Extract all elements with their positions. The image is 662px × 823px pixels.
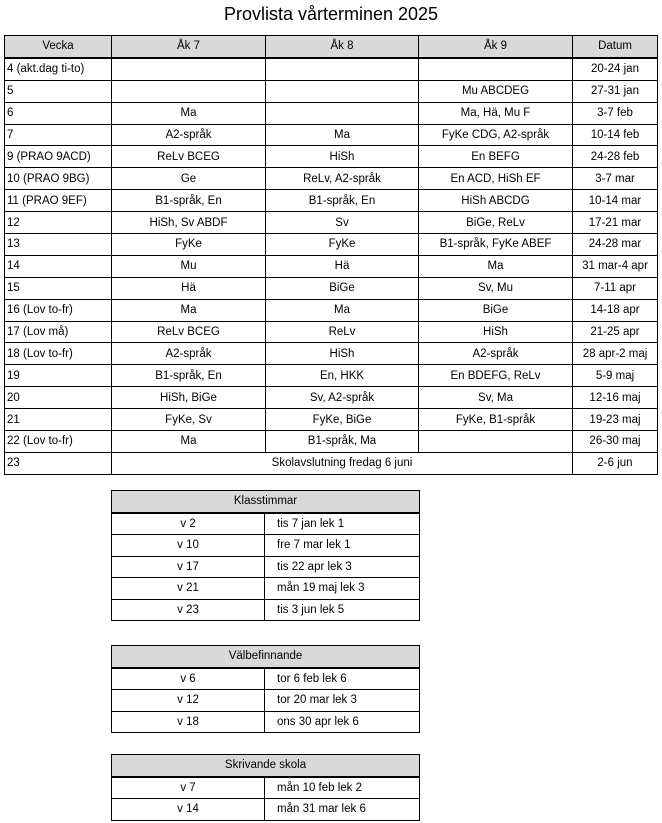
header-row <box>5 36 658 58</box>
table-row <box>5 387 658 409</box>
table-row <box>5 102 658 124</box>
table-row <box>5 299 658 321</box>
table-row <box>5 146 658 168</box>
cell-vecka: 7 <box>5 124 112 146</box>
cell-datum: 24-28 feb <box>573 146 658 168</box>
table-row <box>5 80 658 102</box>
cell-ak8: ReLv <box>266 321 419 343</box>
cell-ak9: Mu ABCDEG <box>419 80 573 102</box>
list-row <box>112 711 420 733</box>
table-row <box>5 452 658 474</box>
cell-ak7: Hä <box>112 277 266 299</box>
cell-week: v 10 <box>112 535 265 557</box>
cell-ak9: HiSh ABCDG <box>419 190 573 212</box>
list-row <box>112 799 420 821</box>
cell-ak8 <box>266 102 419 124</box>
cell-ak7: ReLv BCEG <box>112 146 266 168</box>
cell-ak8: HiSh <box>266 343 419 365</box>
cell-week: v 12 <box>112 690 265 712</box>
cell-ak7: HiSh, BiGe <box>112 387 266 409</box>
cell-ak7: Ma <box>112 299 266 321</box>
cell-ak9: FyKe CDG, A2-språk <box>419 124 573 146</box>
list-row <box>112 668 420 690</box>
cell-vecka: 11 (PRAO 9EF) <box>5 190 112 212</box>
cell-ak7: FyKe, Sv <box>112 409 266 431</box>
list-row <box>112 535 420 557</box>
cell-ak7: A2-språk <box>112 124 266 146</box>
cell-datum: 26-30 maj <box>573 431 658 453</box>
cell-datum: 17-21 mar <box>573 212 658 234</box>
cell-datum: 10-14 mar <box>573 190 658 212</box>
cell-vecka: 18 (Lov to-fr) <box>5 343 112 365</box>
cell-datum: 20-24 jan <box>573 58 658 80</box>
cell-ak8: Sv, A2-språk <box>266 387 419 409</box>
header-vecka: Vecka <box>5 36 112 58</box>
cell-ak7: Ma <box>112 431 266 453</box>
cell-vecka: 12 <box>5 212 112 234</box>
cell-ak8: En, HKK <box>266 365 419 387</box>
cell-datum: 2-6 jun <box>573 452 658 474</box>
cell-ak8: FyKe <box>266 234 419 256</box>
cell-vecka: 16 (Lov to-fr) <box>5 299 112 321</box>
cell-ak7 <box>112 58 266 80</box>
list-row <box>112 513 420 535</box>
header-ak7: Åk 7 <box>112 36 266 58</box>
cell-ak9: Ma, Hä, Mu F <box>419 102 573 124</box>
cell-ak9: En BEFG <box>419 146 573 168</box>
cell-vecka: 6 <box>5 102 112 124</box>
cell-ak8: B1-språk, En <box>266 190 419 212</box>
cell-datum: 3-7 mar <box>573 168 658 190</box>
cell-vecka: 9 (PRAO 9ACD) <box>5 146 112 168</box>
table-row <box>5 409 658 431</box>
list-row <box>112 599 420 621</box>
cell-week: v 23 <box>112 599 265 621</box>
cell-ak8 <box>266 80 419 102</box>
cell-ak9: A2-språk <box>419 343 573 365</box>
cell-ak9: HiSh <box>419 321 573 343</box>
table-row <box>5 58 658 80</box>
cell-ak7: B1-språk, En <box>112 190 266 212</box>
skrivande-skola-title: Skrivande skola <box>112 755 420 777</box>
cell-ak9: BiGe <box>419 299 573 321</box>
cell-time: tor 20 mar lek 3 <box>265 690 420 712</box>
skrivande-skola-table <box>111 754 420 821</box>
table-row <box>5 234 658 256</box>
cell-ak9 <box>419 431 573 453</box>
header-ak8: Åk 8 <box>266 36 419 58</box>
cell-time: ons 30 apr lek 6 <box>265 711 420 733</box>
cell-datum: 7-11 apr <box>573 277 658 299</box>
header-datum: Datum <box>573 36 658 58</box>
table-row <box>5 321 658 343</box>
cell-time: tor 6 feb lek 6 <box>265 668 420 690</box>
cell-vecka: 15 <box>5 277 112 299</box>
cell-ak9 <box>419 58 573 80</box>
cell-ak9: BiGe, ReLv <box>419 212 573 234</box>
cell-ak8 <box>266 58 419 80</box>
list-row <box>112 578 420 600</box>
cell-datum: 31 mar-4 apr <box>573 255 658 277</box>
cell-time: mån 31 mar lek 6 <box>265 799 420 821</box>
cell-ak8: Hä <box>266 255 419 277</box>
cell-ak7: Mu <box>112 255 266 277</box>
cell-ak7 <box>112 80 266 102</box>
klasstimmar-title: Klasstimmar <box>112 491 420 513</box>
cell-datum: 12-16 maj <box>573 387 658 409</box>
cell-vecka: 19 <box>5 365 112 387</box>
valbefinnande-table <box>111 645 420 733</box>
list-row <box>112 690 420 712</box>
page-title: Provlista vårterminen 2025 <box>223 4 439 24</box>
cell-datum: 21-25 apr <box>573 321 658 343</box>
cell-ak7: Ge <box>112 168 266 190</box>
cell-week: v 6 <box>112 668 265 690</box>
cell-time: mån 19 maj lek 3 <box>265 578 420 600</box>
cell-vecka: 20 <box>5 387 112 409</box>
cell-datum: 27-31 jan <box>573 80 658 102</box>
cell-vecka: 22 (Lov to-fr) <box>5 431 112 453</box>
cell-time: tis 3 jun lek 5 <box>265 599 420 621</box>
table-row <box>5 365 658 387</box>
cell-ak9: B1-språk, FyKe ABEF <box>419 234 573 256</box>
cell-datum: 10-14 feb <box>573 124 658 146</box>
cell-ak8: BiGe <box>266 277 419 299</box>
valbefinnande-title: Välbefinnande <box>112 646 420 668</box>
table-row <box>5 124 658 146</box>
cell-vecka: 10 (PRAO 9BG) <box>5 168 112 190</box>
cell-time: fre 7 mar lek 1 <box>265 535 420 557</box>
cell-ak8: FyKe, BiGe <box>266 409 419 431</box>
table-row <box>5 277 658 299</box>
cell-vecka: 21 <box>5 409 112 431</box>
cell-vecka: 17 (Lov må) <box>5 321 112 343</box>
cell-ak9: FyKe, B1-språk <box>419 409 573 431</box>
cell-week: v 14 <box>112 799 265 821</box>
list-row <box>112 777 420 799</box>
cell-ak7: Ma <box>112 102 266 124</box>
cell-week: v 2 <box>112 513 265 535</box>
table-row <box>5 343 658 365</box>
cell-ak9: Sv, Ma <box>419 387 573 409</box>
cell-week: v 18 <box>112 711 265 733</box>
cell-ak8: ReLv, A2-språk <box>266 168 419 190</box>
cell-time: tis 22 apr lek 3 <box>265 556 420 578</box>
table-row <box>5 431 658 453</box>
cell-ak9: Ma <box>419 255 573 277</box>
cell-vecka: 5 <box>5 80 112 102</box>
cell-week: v 17 <box>112 556 265 578</box>
cell-datum: 24-28 mar <box>573 234 658 256</box>
table-row <box>5 212 658 234</box>
cell-vecka: 4 (akt.dag ti-to) <box>5 58 112 80</box>
cell-week: v 7 <box>112 777 265 799</box>
cell-ak9: En BDEFG, ReLv <box>419 365 573 387</box>
table-row <box>5 255 658 277</box>
cell-ak8: Ma <box>266 124 419 146</box>
header-ak9: Åk 9 <box>419 36 573 58</box>
cell-ak7: B1-språk, En <box>112 365 266 387</box>
cell-datum: 14-18 apr <box>573 299 658 321</box>
cell-datum: 28 apr-2 maj <box>573 343 658 365</box>
cell-datum: 19-23 maj <box>573 409 658 431</box>
table-row <box>5 190 658 212</box>
cell-ak8: HiSh <box>266 146 419 168</box>
cell-ak7: A2-språk <box>112 343 266 365</box>
list-row <box>112 556 420 578</box>
cell-ak9: En ACD, HiSh EF <box>419 168 573 190</box>
cell-ak7: HiSh, Sv ABDF <box>112 212 266 234</box>
cell-ak8: Sv <box>266 212 419 234</box>
cell-ak7: ReLv BCEG <box>112 321 266 343</box>
cell-vecka: 14 <box>5 255 112 277</box>
cell-note: Skolavslutning fredag 6 juni <box>112 452 573 474</box>
klasstimmar-table <box>111 490 420 621</box>
cell-ak7: FyKe <box>112 234 266 256</box>
cell-ak9: Sv, Mu <box>419 277 573 299</box>
cell-datum: 3-7 feb <box>573 102 658 124</box>
cell-week: v 21 <box>112 578 265 600</box>
cell-time: tis 7 jan lek 1 <box>265 513 420 535</box>
cell-ak8: Ma <box>266 299 419 321</box>
cell-vecka: 23 <box>5 452 112 474</box>
table-row <box>5 168 658 190</box>
cell-vecka: 13 <box>5 234 112 256</box>
cell-datum: 5-9 maj <box>573 365 658 387</box>
cell-time: mån 10 feb lek 2 <box>265 777 420 799</box>
cell-ak8: B1-språk, Ma <box>266 431 419 453</box>
exam-schedule-table <box>4 35 658 475</box>
